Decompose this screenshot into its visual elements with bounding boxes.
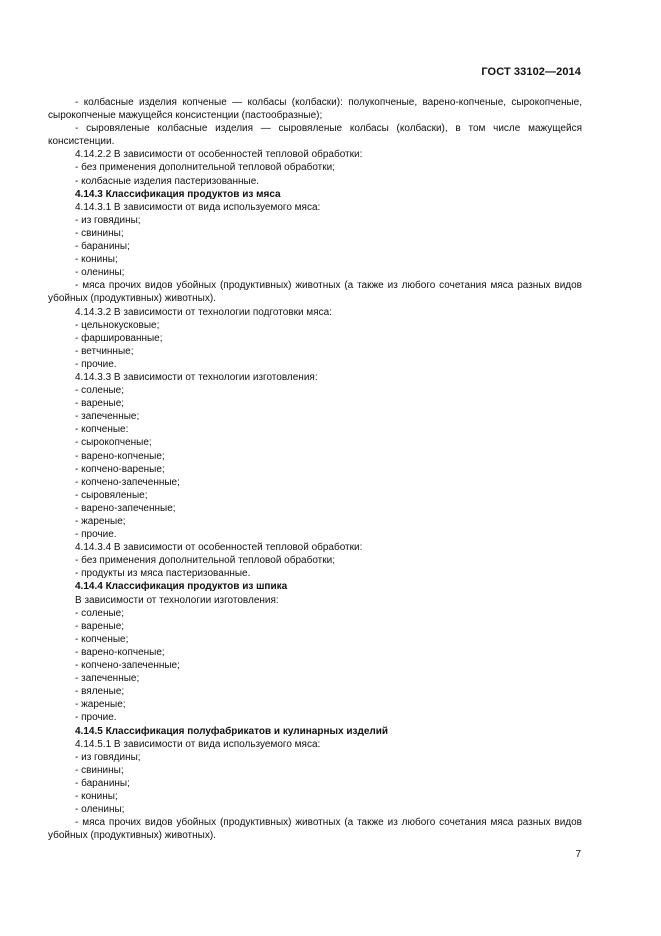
body-paragraph: - копченые:	[75, 424, 129, 436]
body-paragraph: - прочие.	[75, 529, 117, 541]
body-paragraph: - баранины;	[75, 241, 130, 253]
body-paragraph: - копчено-запеченные;	[75, 660, 180, 672]
body-paragraph: - варено-запеченные;	[75, 502, 176, 514]
body-paragraph: - цельнокусковые;	[75, 319, 160, 331]
body-paragraph: - сыровяленые;	[75, 489, 148, 501]
body-paragraph: - ветчинные;	[75, 345, 134, 357]
body-paragraph: - вареные;	[75, 398, 125, 410]
body-paragraph: - вяленые;	[75, 686, 125, 698]
body-paragraph: - конины;	[75, 790, 118, 802]
body-paragraph: - жареные;	[75, 516, 126, 527]
body-paragraph: - оленины;	[75, 267, 125, 279]
body-paragraph: - запеченные;	[75, 673, 140, 685]
body-paragraph: - варено-копченые;	[75, 450, 165, 462]
body-paragraph: 4.14.3.4 В зависимости от особенностей тепловой обработки:	[75, 542, 363, 554]
body-paragraph: - запеченные;	[75, 411, 140, 423]
body-paragraph: - свинины;	[75, 227, 124, 239]
body-paragraph: - варено-копченые;	[75, 646, 165, 658]
body-paragraph: - жареные;	[75, 699, 126, 711]
body-paragraph: - без применения дополнительной тепловой обработки;	[75, 555, 335, 567]
document-body	[48, 96, 582, 842]
body-paragraph: 4.14.2.2 В зависимости от особенностей тепловой обработки:	[75, 149, 363, 161]
body-paragraph: 4.14.3.2 В зависимости от технологии подготовки мяса:	[75, 306, 332, 318]
page-number: 7	[575, 849, 581, 860]
body-paragraph: - из говядины;	[75, 751, 141, 763]
body-paragraph: - мяса прочих видов убойных (продуктивных) животных (а также из любого сочетания мяса разных видов убойных (продуктивных) животных).	[48, 817, 582, 842]
body-paragraph: - без применения дополнительной тепловой обработки;	[75, 162, 335, 174]
body-paragraph: 4.14.3.3 В зависимости от технологии изготовления:	[75, 371, 318, 383]
body-paragraph: - копчено-запеченные;	[75, 476, 180, 488]
body-paragraph: - оленины;	[75, 804, 125, 816]
document-designation: ГОСТ 33102—2014	[481, 66, 581, 78]
body-paragraph: В зависимости от технологии изготовления:	[75, 594, 279, 606]
section-heading: 4.14.5 Классификация полуфабрикатов и кулинарных изделий	[75, 725, 389, 737]
body-paragraph: - соленые;	[75, 385, 125, 397]
body-paragraph: - мяса прочих видов убойных (продуктивных) животных (а также из любого сочетания мяса разных видов убойных (продуктивных) животных).	[48, 280, 582, 305]
body-paragraph: 4.14.3.1 В зависимости от вида используемого мяса:	[75, 201, 321, 213]
body-paragraph: - колбасные изделия копченые — колбасы (колбаски): полукопченые, варено-копченые, сырокопченые, сырокопченые мажущейся консистенции (пастообразные);	[48, 97, 582, 122]
body-paragraph: - колбасные изделия пастеризованные.	[75, 175, 260, 187]
body-paragraph: - сыровяленые колбасные изделия — сыровяленые колбасы (колбаски), в том числе мажущейся консистенции.	[48, 123, 582, 148]
body-paragraph: 4.14.5.1 В зависимости от вида используемого мяса:	[75, 738, 321, 750]
body-paragraph: - конины;	[75, 254, 118, 266]
body-paragraph: - из говядины;	[75, 214, 141, 226]
body-paragraph: - сырокопченые;	[75, 437, 152, 449]
body-paragraph: - фаршированные;	[75, 332, 163, 344]
section-heading: 4.14.4 Классификация продуктов из шпика	[75, 581, 288, 593]
body-paragraph: - продукты из мяса пастеризованные.	[75, 568, 251, 580]
body-paragraph: - вареные;	[75, 620, 125, 632]
body-paragraph: - свинины;	[75, 764, 124, 776]
body-paragraph: - прочие.	[75, 712, 117, 724]
body-paragraph: - копчено-вареные;	[75, 463, 165, 475]
body-paragraph: - прочие.	[75, 358, 117, 370]
body-paragraph: - копченые;	[75, 633, 129, 645]
section-heading: 4.14.3 Классификация продуктов из мяса	[75, 188, 281, 200]
body-paragraph: - баранины;	[75, 777, 130, 789]
body-paragraph: - соленые;	[75, 607, 125, 619]
